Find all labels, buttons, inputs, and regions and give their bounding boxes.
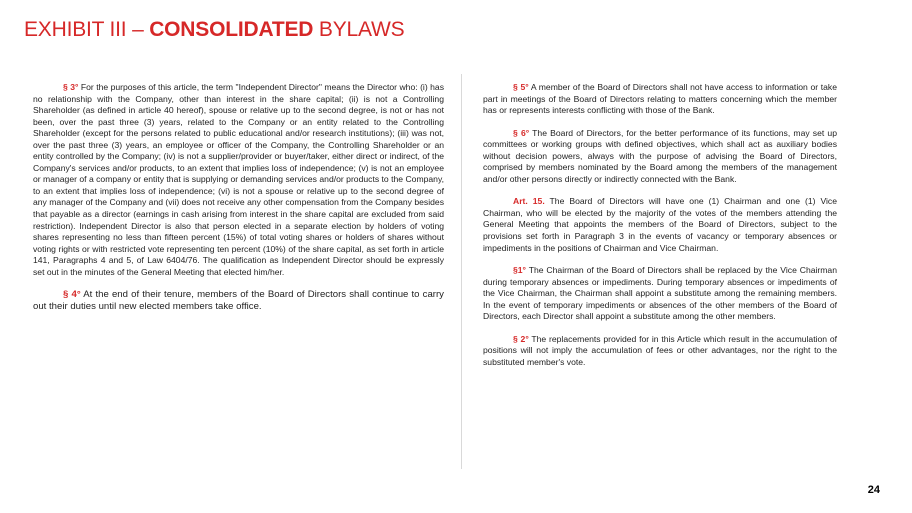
paragraph-1: [483, 265, 837, 323]
paragraph-text: The Chairman of the Board of Directors shall be replaced by the Vice Chairman during temporary absences or impediments. During temporary absences or impediments of the Vice Chairman, the Chairman shall appoint a substitute among the remaining members. In the event of temporary impediments or absences of the other members of the Board of Directors, each Director shall appoint a substitute among the other members.: [483, 265, 837, 322]
page-title: [24, 18, 404, 42]
paragraph-2: [483, 334, 837, 369]
right-column: [483, 82, 837, 379]
paragraph-6: [483, 128, 837, 186]
article-mark: Art. 15.: [513, 196, 545, 207]
paragraph-3: [33, 82, 444, 278]
paragraph-text: The Board of Directors, for the better performance of its functions, may set up committees or working groups with defined objectives, which shall act as auxiliary bodies without decision powers, always with the purpose of advising the Board of Directors, comprised by members nominated by the Board among the members of the management and/or other persons directly or indirectly connected with the Bank.: [483, 127, 837, 184]
paragraph-mark: §1°: [513, 265, 526, 276]
paragraph-mark: § 3°: [63, 82, 79, 92]
left-column: [33, 82, 444, 324]
paragraph-mark: § 2°: [513, 333, 529, 344]
column-divider: [461, 74, 462, 469]
paragraph-text: For the purposes of this article, the term "Independent Director" means the Director who: (i) has no relationship with the Company, other than interest in the share capital; (ii) is not a Controlling Shareholder (as defined in article 40 hereof), spouse or relative up to the second degree, is not or has not been, over the past three (3) years, related to the Company or an entity related to the Controlling Shareholder (except for the persons related to public educational and/or research institutions); (iii) was not, over the past three (3) years, an employee or officer of the Company, the Controlling Shareholder or an entity controlled by the Company; (iv) is not a supplier/provider or buyer/taker, either direct or indirect, of the Company's services and/or products, to an extent that implies loss of independence; (v) is not an employee or manager of a company or entity that is supplying or demanding services and/or products to the Company, to an extent that implies loss of independence; (vi) is not a spouse or relative up to the second degree of any manager of the Company and (vii) does not receive any other compensation from the Company besides that payable as a director (earnings in cash arising from interest in the share capital are excluded from said restriction). Independent Director is also that person elected in a separate election by holders of voting shares representing no less than fifteen percent (15%) of total voting shares or holders of shares without voting rights or with restricted vote representing ten percent (10%) of the share capital, as set forth in article 141, Paragraphs 4 and 5, of Law 6404/76. The qualification as Independent Director should be expressly set out in the minutes of the General Meeting that elected him/her.: [33, 82, 444, 277]
page-number: 24: [867, 484, 880, 496]
paragraph-mark: § 5°: [513, 82, 529, 92]
title-suffix: BYLAWS: [313, 18, 405, 41]
paragraph-mark: § 6°: [513, 127, 530, 138]
paragraph-text: A member of the Board of Directors shall not have access to information or take part in meetings of the Board of Directors relating to matters concerning which the member has or represents interests conflicting with those of the Bank.: [483, 82, 837, 116]
paragraph-5: [483, 82, 837, 117]
paragraph-text: At the end of their tenure, members of the Board of Directors shall continue to carry out their duties until new elected members take office.: [33, 289, 444, 313]
paragraph-text: The Board of Directors will have one (1) Chairman and one (1) Vice Chairman, who will be elected by the majority of the votes of the members attending the General Meeting that appoints the members of the Board of Directors, subject to the provisions set forth in Paragraph 3 in the events of vacancy or temporary absences or impediments in the positions of Chairman and Vice Chairman.: [483, 196, 838, 253]
paragraph-mark: § 4°: [63, 289, 81, 301]
paragraph-4: [33, 289, 444, 313]
title-prefix: EXHIBIT III –: [24, 18, 150, 41]
title-bold: CONSOLIDATED: [149, 18, 314, 41]
article-15: [483, 196, 837, 254]
paragraph-text: The replacements provided for in this Article which result in the accumulation of positions will not imply the accumulation of fees or other advantages, nor the right to the substituted member's vote.: [483, 333, 837, 367]
